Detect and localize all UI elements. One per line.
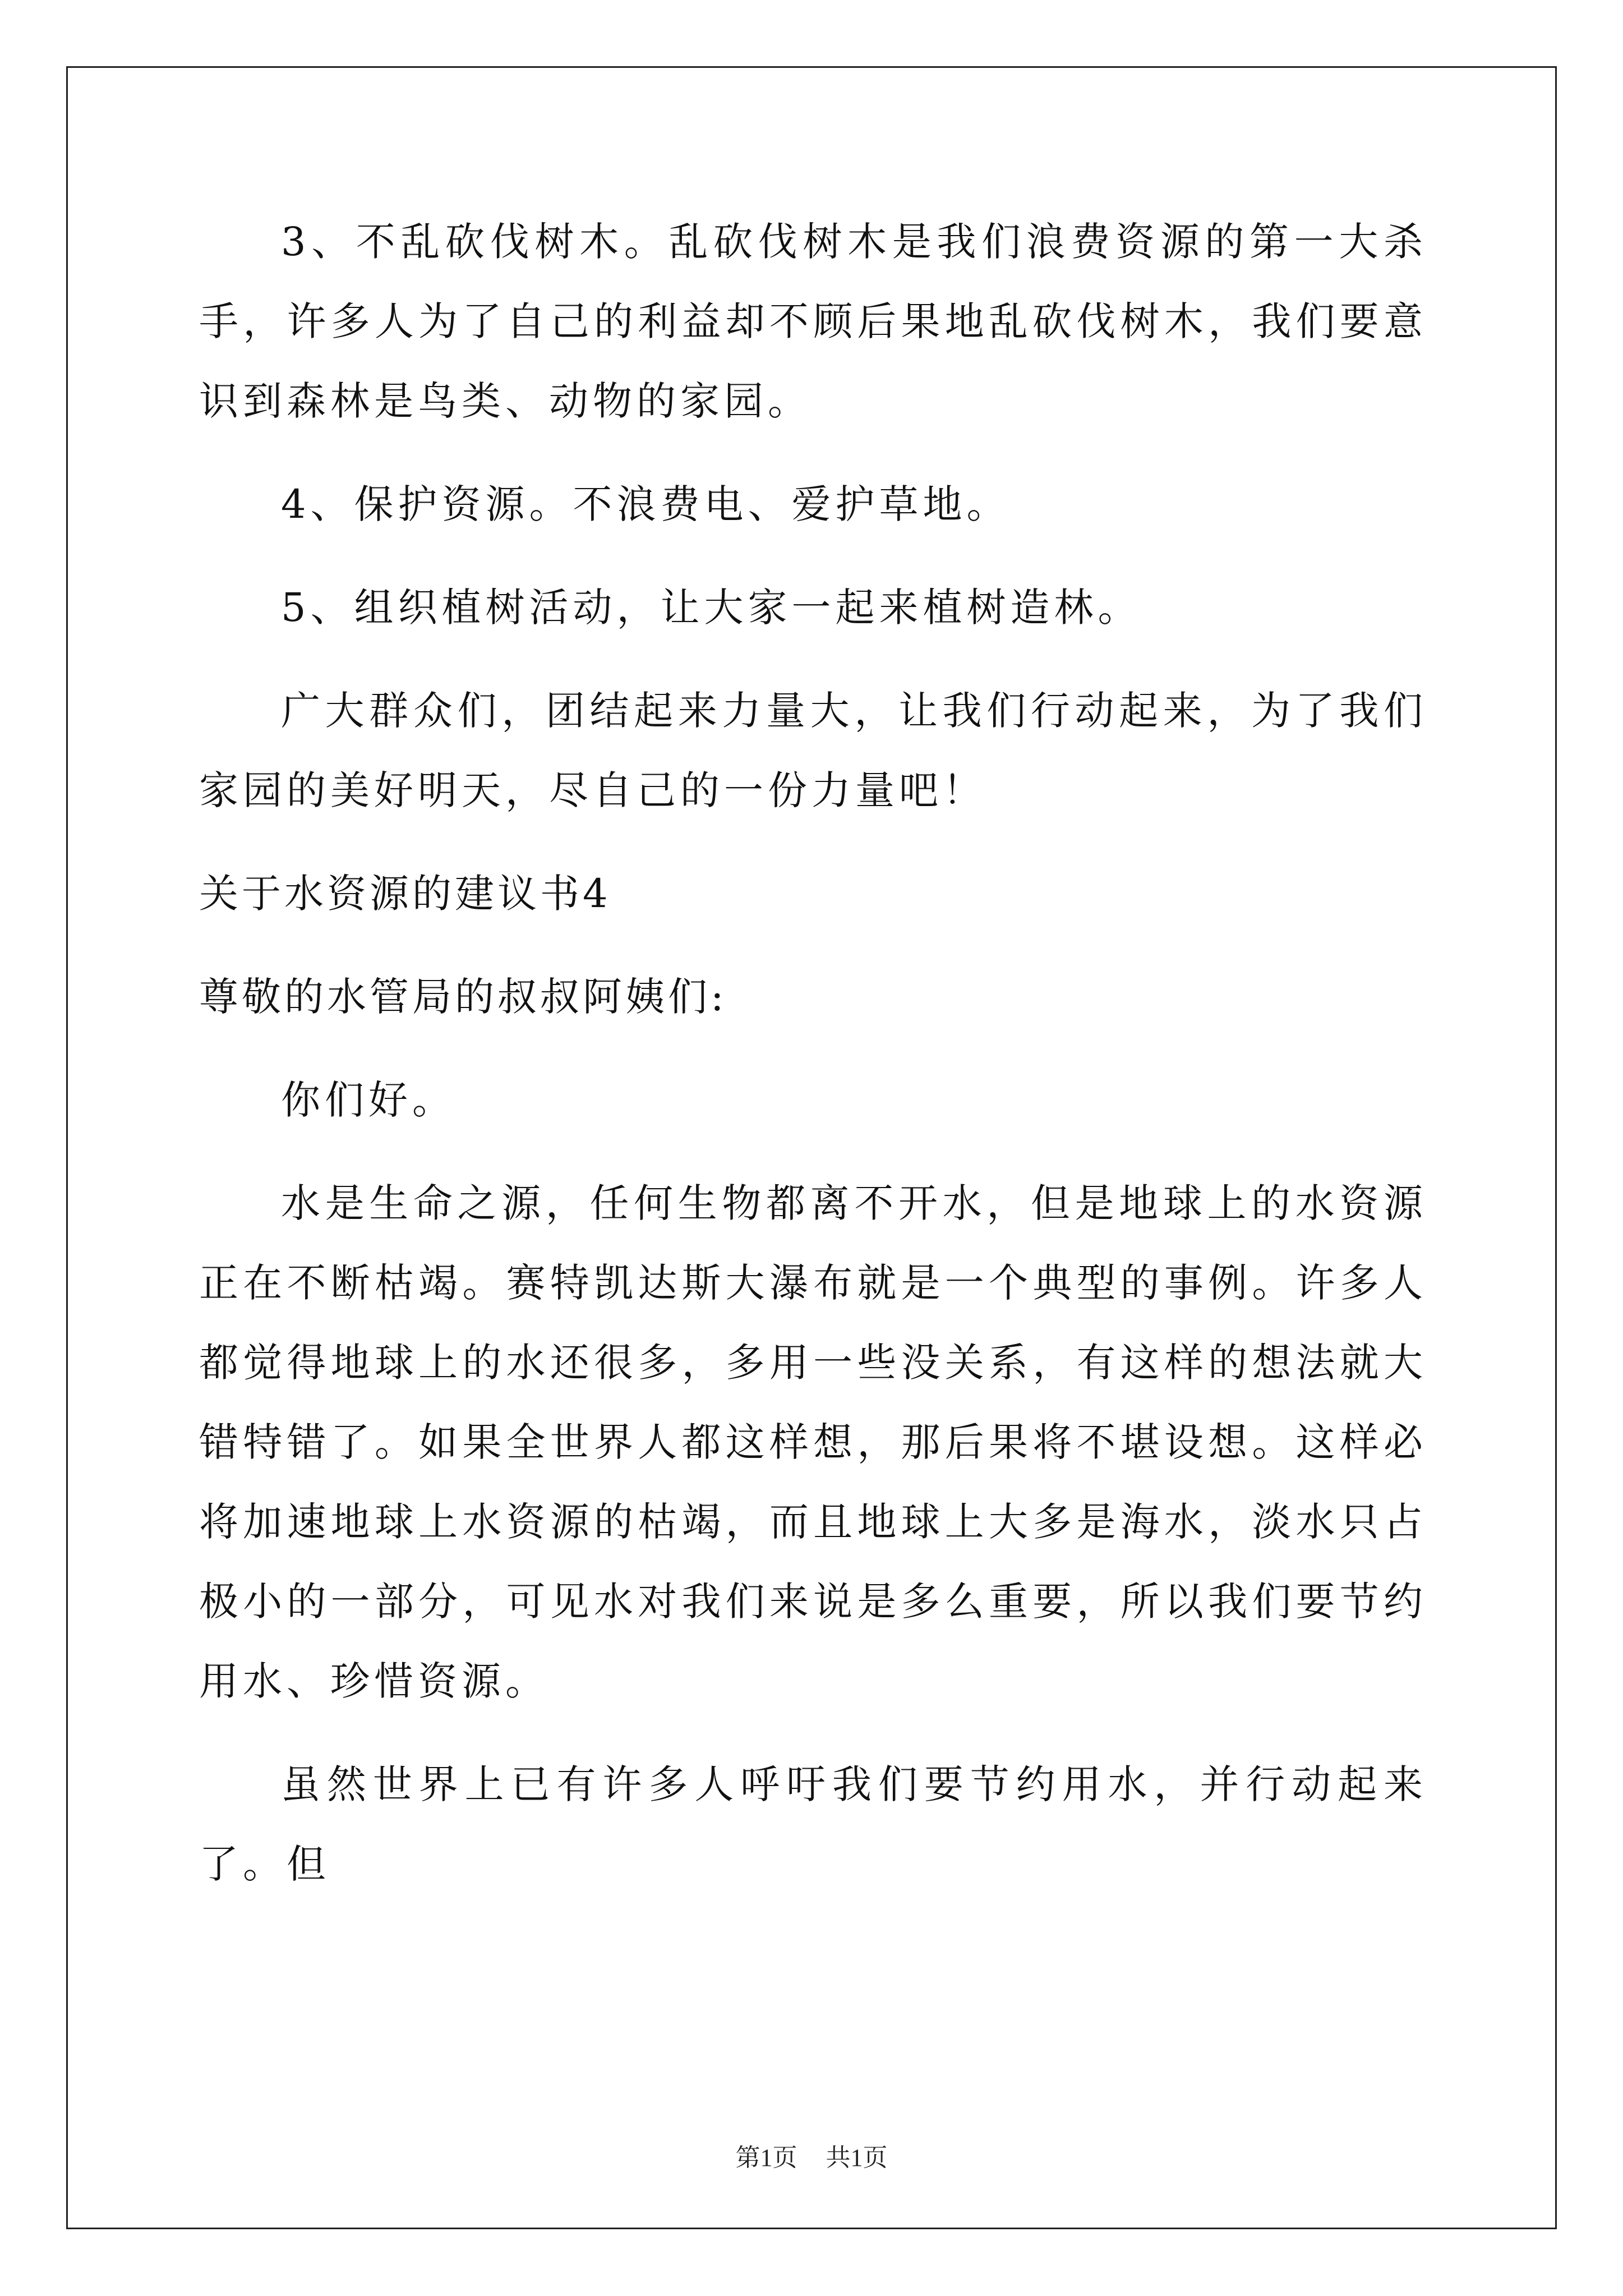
paragraph-item-3: 3、不乱砍伐树木。乱砍伐树木是我们浪费资源的第一大杀手，许多人为了自己的利益却不顾后果地乱砍伐树木，我们要意识到森林是鸟类、动物的家园。	[199, 219, 1427, 424]
page-number: 第1页	[735, 2144, 797, 2171]
page-footer	[0, 2137, 1623, 2173]
page-total: 共1页	[826, 2144, 888, 2171]
document-body	[199, 202, 1427, 1927]
salutation: 尊敬的水管局的叔叔阿姨们:	[199, 974, 727, 1020]
body-paragraph: 水是生命之源，任何生物都离不开水，但是地球上的水资源正在不断枯竭。赛特凯达斯大瀑布就是一个典型的事例。许多人都觉得地球上的水还很多，多用一些没关系，有这样的想法就大错特错了。如果全世界人都这样想，那后果将不堪设想。这样必将加速地球上水资源的枯竭，而且地球上大多是海水，淡水只占极小的一部分，可见水对我们来说是多么重要，所以我们要节约用水、珍惜资源。	[199, 1180, 1427, 1704]
closing-paragraph: 广大群众们，团结起来力量大，让我们行动起来，为了我们家园的美好明天，尽自己的一份力量吧！	[199, 688, 1427, 813]
greeting: 你们好。	[281, 1077, 456, 1123]
paragraph-item-4: 4、保护资源。不浪费电、爱护草地。	[281, 481, 1011, 527]
paragraph-item-5: 5、组织植树活动，让大家一起来植树造林。	[281, 585, 1142, 631]
body-paragraph-continued: 虽然世界上已有许多人呼吁我们要节约用水，并行动起来了。但	[199, 1761, 1427, 1887]
section-title: 关于水资源的建议书4	[199, 871, 611, 917]
